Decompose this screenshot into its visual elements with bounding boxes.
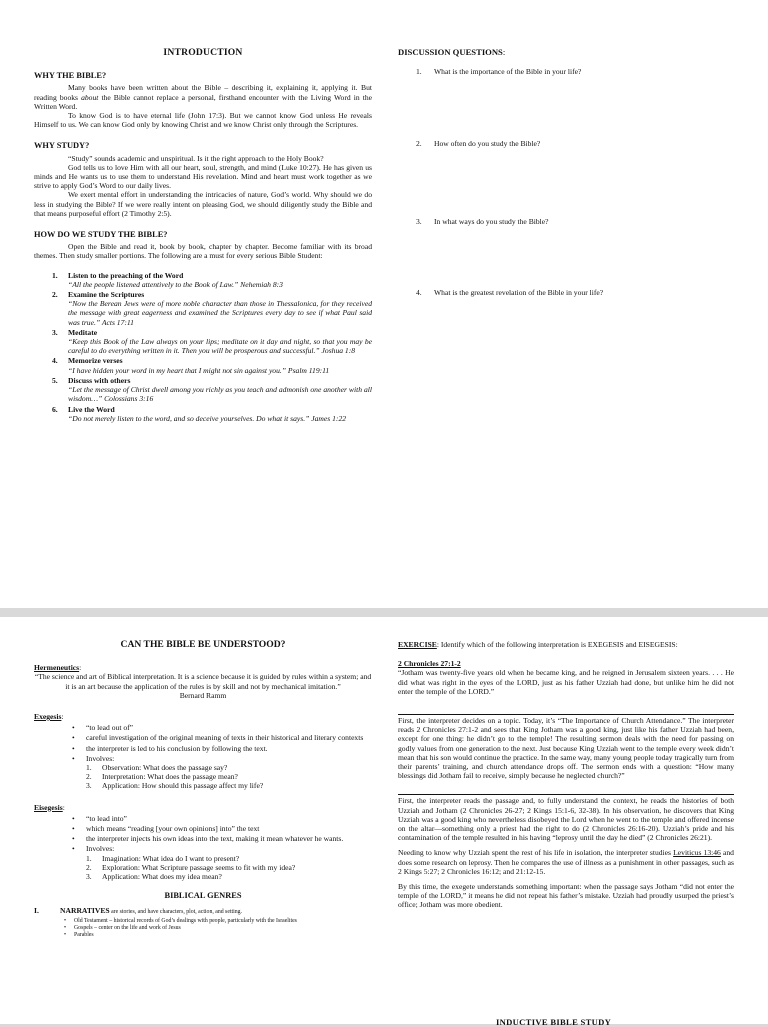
question-text: What is the importance of the Bible in your life? [434,67,582,77]
why-bible-emphasis: about [81,92,99,102]
exercise-label: EXERCISE [398,640,437,649]
list-number: 4. [52,356,58,366]
method-label: Live the Word [68,404,115,414]
step-number: 2. [86,772,92,782]
method-quote: “I have hidden your word in my heart that I might not sin against you.” Psalm 119:11 [68,365,330,375]
method-quote: “Do not merely listen to the word, and so deceive yourselves. Do what it says.” James 1:22 [68,413,347,423]
term-colon: : [62,802,65,812]
list-item: • which means “reading [your own opinions] into” the text [34,824,372,833]
method-label: Meditate [68,327,98,337]
page2-right-column [398,640,734,916]
step-number: 1. [86,853,92,863]
list-item [398,67,736,139]
exegesis-term: Exegesis [34,712,62,722]
discussion-heading-text: DISCUSSION QUESTIONS [398,47,503,57]
discussion-heading-colon: : [502,47,506,57]
case-1-text: First, the interpreter decides on a topic. Today, it’s “The Importance of Church Attendance.” The interpreter reads 2 Chronicles 27:1-2 and sees that King Jotham was a good king, just like his father Uzziah had been, except for one thing: he didn’t go to the temple! The resulting sermon deals with the need for passing on godly values from one generation to the next. Just because King Uzziah went to the temple every week didn’t mean that his son would continue the practice. In the same way, many young people today tragically turn from their parents’ training, and church attendance drops off. The sermon ends with a question: “How many blessings did Jotham fail to receive, simply because he neglected church?” [398,716,734,781]
list-item [34,405,372,423]
scripture-reference: 2 Chronicles 27:1-2 [398,659,461,669]
page1-right-column [398,48,736,297]
narratives-section [34,906,372,938]
how-study-heading: HOW DO WE STUDY THE BIBLE? [34,230,168,240]
why-bible-heading: WHY THE BIBLE? [34,71,107,81]
term-colon: : [79,663,82,673]
hermeneutics-definition: “The science and art of Biblical interpretation. It is a science because it is guided by rules within a system; and it is an art because the application of the rules is by skill and not by mechanical imitation.” [34,672,372,691]
interpretation-case-2 [398,794,734,909]
list-item [86,854,372,863]
list-number: 3. [52,327,58,337]
eisegesis-term-line [34,803,372,812]
list-number: 1. [52,270,58,280]
inductive-bible-study-heading: INDUCTIVE BIBLE STUDY [496,1017,612,1027]
list-item: • Old Testament – historical records of God’s dealings with people, particularly with the Israelites [60,918,372,925]
list-number: 2. [52,290,58,300]
question-text: How often do you study the Bible? [434,139,541,149]
eisegesis-steps [86,854,372,882]
list-item [34,844,372,881]
narratives-label: NARRATIVES [60,906,110,916]
step-number: 3. [86,781,92,791]
hermeneutics-author: Bernard Ramm [179,690,227,700]
interpretation-case-1 [398,714,734,780]
why-bible-text-b: the Bible cannot replace a personal, firsthand encounter with the Living Word in the Written Word. [34,92,372,111]
list-item [86,772,372,781]
involves-label: Involves: [86,844,115,854]
method-quote: “All the people listened attentively to the Book of Law.” Nehemiah 8:3 [68,279,283,289]
case-2-text-b: and does some research on leprosy. Then he compares the use of illness as a punishment in other passages, such as 2 Kings 5:27; 2 Chronicles 16:12; and 21:12-15. [398,848,734,876]
step-text: Application: How should this passage affect my life? [102,781,264,791]
question-number: 3. [416,217,422,227]
why-study-paragraph-3: We exert mental effort in understanding the intricacies of nature, God’s world. Why should we do less in studying the Bible? If we were really intent on pleasing God, we should diligently study the Bible and that means purposeful effort (2 Timothy 2:5). [34,190,372,218]
discussion-questions-heading [398,48,736,57]
method-label: Examine the Scriptures [68,290,145,300]
introduction-title: INTRODUCTION [163,47,243,58]
list-item: • the interpreter is led to his conclusion by following the text. [34,744,372,753]
list-item: • the interpreter injects his own ideas into the text, making it mean whatever he wants. [34,834,372,843]
involves-label: Involves: [86,753,115,763]
narratives-description: are stories, and have characters, plot, action, and setting. [109,909,242,916]
list-item [34,356,372,374]
step-number: 1. [86,763,92,773]
why-study-paragraph-1: “Study” sounds academic and unspiritual. Is it the right approach to the Holy Book? [68,153,324,163]
leviticus-link[interactable]: Leviticus 13:46 [673,848,721,858]
page1-left-column [34,48,372,424]
list-item [34,328,372,356]
list-item: • “to lead out of” [34,723,372,732]
exegesis-term-line [34,712,372,721]
exegesis-steps [86,763,372,791]
question-number: 4. [416,288,422,298]
case-2-paragraph-2 [398,848,734,876]
term-colon: : [61,712,64,722]
list-item [34,271,372,289]
roman-numeral: I. [34,906,39,916]
case-2-paragraph-1: First, the interpreter reads the passage and, to fully understand the context, he reads the histories of both Uzziah and Jotham (2 Chronicles 26-27; 2 Kings 15:1-6, 32-38). In his observation, he discovers that King Uzziah was a good king who nevertheless disobeyed the Lord when he went to the temple and offered incense on the altar—something only a priest had the right to do (2 Chronicles 26:16-20). Uzziah’s pride and his contamination of the temple resulted in his having “leprosy until the day he died” (2 Chronicles 26:21). [398,796,734,843]
understood-title: CAN THE BIBLE BE UNDERSTOOD? [120,639,286,650]
eisegesis-bullets [34,814,372,881]
question-text: In what ways do you study the Bible? [434,217,549,227]
list-item [86,863,372,872]
method-label: Listen to the preaching of the Word [68,270,184,280]
why-bible-paragraph-2: To know God is to have eternal life (John 17:3). But we cannot know God unless He reveals Himself to us. We can know God only by knowing Christ and we know Christ only through the Scriptures. [34,111,372,130]
step-number: 2. [86,862,92,872]
why-bible-text-a: Many books have been written about the Bible – describing it, explaining it, applying it. But reading books [34,83,372,102]
list-number: 6. [52,404,58,414]
step-text: Imagination: What idea do I want to present? [102,853,240,863]
list-item [86,763,372,772]
method-label: Discuss with others [68,375,131,385]
case-2-text-a: Needing to know why Uzziah spent the rest of his life in isolation, the interpreter studies [398,848,674,858]
step-text: Interpretation: What does the passage mean? [102,772,238,782]
list-item: • careful investigation of the original meaning of texts in their historical and literary contexts [34,733,372,742]
narratives-list [60,918,372,939]
list-number: 5. [52,375,58,385]
biblical-genres-title: BIBLICAL GENRES [164,891,242,901]
list-item [34,376,372,404]
list-item [398,288,736,297]
list-item: • Gospels – center on the life and work of Jesus [60,925,372,932]
list-item [86,781,372,790]
step-text: Application: What does my idea mean? [102,872,222,882]
why-study-paragraph-2: God tells us to love Him with all our heart, soul, strength, and mind (Luke 10:27). He has given us minds and He wants us to use them to understand His revelation. Mind and heart must work together as we strive to apply God’s Word to our daily lives. [34,162,372,191]
hermeneutics-term: Hermeneutics [34,663,80,673]
step-number: 3. [86,872,92,882]
exercise-text: : Identify which of the following interpretation is EXEGESIS and EISEGESIS: [436,640,678,649]
question-number: 2. [416,139,422,149]
list-item [34,290,372,327]
method-quote: “Keep this Book of the Law always on your lips; meditate on it day and night, so that you may be careful to do everything written in it. Then you will be prosperous and successful.” Joshua 1:8 [68,337,372,356]
method-quote: “Now the Berean Jews were of more noble character than those in Thessalonica, for they received the message with great eagerness and examined the Scriptures every day to see if what Paul said was true.” Acts 17:11 [68,299,372,327]
question-text: What is the greatest revelation of the Bible in your life? [434,288,604,298]
list-item [398,217,736,288]
page2-left-column [34,640,372,939]
exegesis-bullets [34,723,372,790]
eisegesis-term: Eisegesis [34,802,63,812]
how-study-paragraph: Open the Bible and read it, book by book, chapter by chapter. Become familiar with its broad themes. Then study smaller portions. The following are a must for every serious Bible Student: [34,242,372,261]
method-label: Memorize verses [68,356,123,366]
step-text: Exploration: What Scripture passage seems to fit with my idea? [102,862,296,872]
scripture-verse: “Jotham was twenty-five years old when he became king, and he reigned in Jerusalem sixteen years. . . . He did what was right in the eyes of the LORD, just as his father Uzziah had done, but unlike him he did not enter the temple of the LORD.” [398,668,734,696]
study-methods-list [34,271,372,423]
question-number: 1. [416,67,422,77]
list-item: • “to lead into” [34,814,372,823]
list-item [34,754,372,791]
discussion-questions-list [398,67,736,297]
hermeneutics-term-line [34,663,372,672]
list-item [398,139,736,217]
why-bible-paragraph-1 [34,83,372,111]
case-2-paragraph-3: By this time, the exegete understands something important: when the passage says Jotham “did not enter the temple of the LORD,” it means he did not repeat his father’s mistake. Uzziah had proudly usurped the priest’s office; Jotham was more obedient. [398,882,734,910]
why-study-heading: WHY STUDY? [34,141,90,151]
list-item [86,872,372,881]
exercise-instruction [398,640,734,649]
list-item: • Parables [60,932,372,939]
step-text: Observation: What does the passage say? [102,763,228,773]
method-quote: “Let the message of Christ dwell among you richly as you teach and admonish one another with all wisdom…” Colossians 3:16 [68,385,372,404]
